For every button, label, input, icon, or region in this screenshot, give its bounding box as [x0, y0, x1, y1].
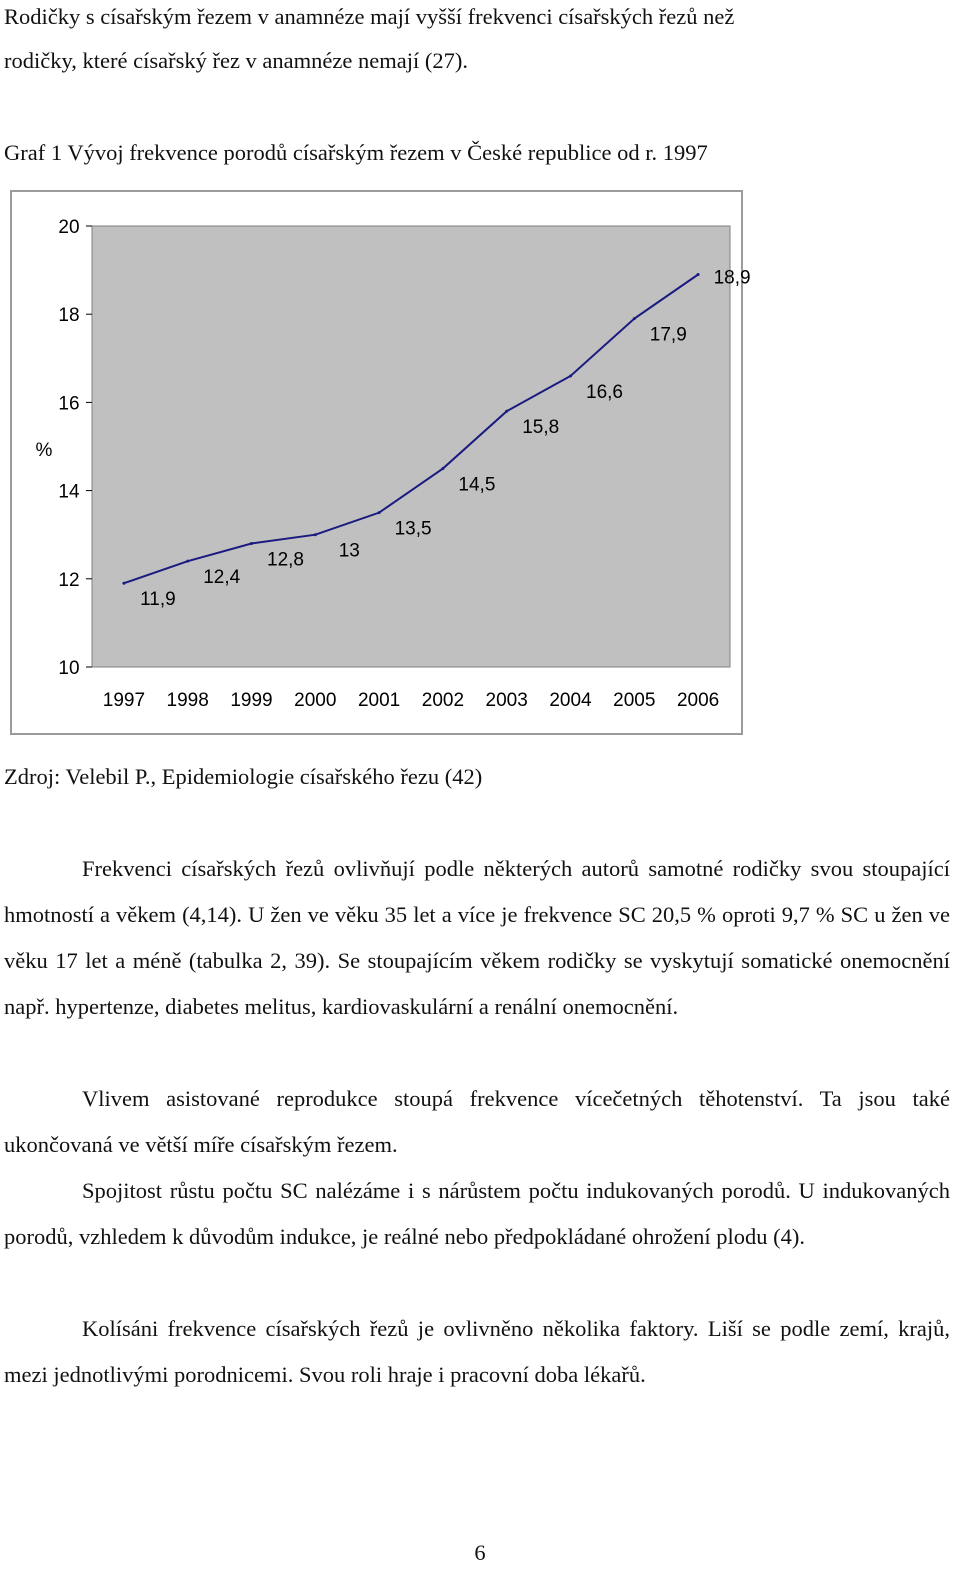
data-label: 13,5: [394, 518, 432, 540]
x-tick-label: 2005: [613, 690, 656, 711]
y-tick-label: 12: [58, 569, 80, 591]
data-point: [186, 560, 189, 563]
y-axis-label: %: [35, 440, 53, 461]
x-tick-label: 2000: [294, 690, 337, 711]
data-point: [697, 273, 700, 276]
paragraph-2: Vlivem asistované reprodukce stoupá frekvence vícečetných těhotenství. Ta jsou také ukončovaná ve větší míře císařským řezem.: [4, 1086, 950, 1157]
data-point: [505, 410, 508, 413]
x-tick-label: 2006: [676, 690, 720, 711]
data-label: 18,9: [713, 267, 751, 289]
x-tick-label: 1998: [166, 690, 209, 711]
x-tick-label: 2001: [357, 690, 401, 711]
y-tick-label: 20: [58, 217, 80, 238]
data-label: 12,4: [203, 567, 241, 589]
y-tick-label: 14: [58, 481, 80, 503]
data-label: 11,9: [140, 589, 176, 611]
x-tick-label: 2003: [485, 690, 528, 711]
x-tick-label: 2002: [421, 690, 465, 711]
data-point: [314, 533, 317, 536]
x-tick-label: 2004: [549, 690, 592, 711]
data-point: [569, 374, 572, 377]
plot-area: [92, 226, 730, 667]
intro-line-2: rodičky, které císařský řez v anamnéze nemají (27).: [4, 48, 468, 73]
figure-caption: Graf 1 Vývoj frekvence porodů císařským řezem v České republice od r. 1997: [4, 140, 708, 165]
figure-source: Zdroj: Velebil P., Epidemiologie císařského řezu (42): [4, 764, 483, 789]
data-label: 16,6: [586, 381, 623, 403]
intro-line-1: Rodičky s císařským řezem v anamnéze mají vyšší frekvenci císařských řezů než: [4, 4, 735, 29]
x-tick-label: 1997: [102, 690, 146, 711]
data-point: [250, 542, 253, 545]
paragraph-3: Spojitost růstu počtu SC nalézáme i s nárůstem počtu indukovaných porodů. U indukovaných porodů, vzhledem k důvodům indukce, je reálné nebo předpokládané ohrožení plodu (4).: [4, 1178, 950, 1249]
line-chart: [12, 192, 751, 733]
paragraph-4: Kolísáni frekvence císařských řezů je ovlivněno několika faktory. Liší se podle zemí, krajů, mezi jednotlivými porodnicemi. Svou roli hraje i pracovní doba lékařů.: [4, 1316, 950, 1387]
data-label: 14,5: [458, 474, 496, 496]
y-tick-label: 10: [58, 658, 80, 679]
data-point: [378, 511, 381, 514]
x-tick-label: 1999: [230, 690, 273, 711]
data-point: [633, 317, 636, 320]
data-label: 17,9: [649, 324, 687, 346]
y-tick-label: 16: [58, 393, 80, 415]
data-label: 15,8: [522, 417, 560, 439]
paragraph-1: Frekvenci císařských řezů ovlivňují podle některých autorů samotné rodičky svou stoupající hmotností a věkem (4,14). U žen ve věku 35 let a více je frekvence SC 20,5 % oproti 9,7 % SC u žen ve věku 17 let a méně (tabulka 2, 39). Se stoupajícím věkem rodičky se vyskytují somatické onemocnění např. hypertenze, diabetes melitus, kardiovaskulární a renální onemocnění.: [4, 856, 950, 1019]
data-label: 12,8: [267, 549, 304, 571]
data-point: [441, 467, 444, 470]
page-number: 6: [474, 1540, 486, 1565]
data-label: 13: [338, 540, 360, 562]
chart-frame: [10, 190, 751, 735]
y-tick-label: 18: [58, 305, 80, 327]
data-point: [122, 582, 125, 585]
